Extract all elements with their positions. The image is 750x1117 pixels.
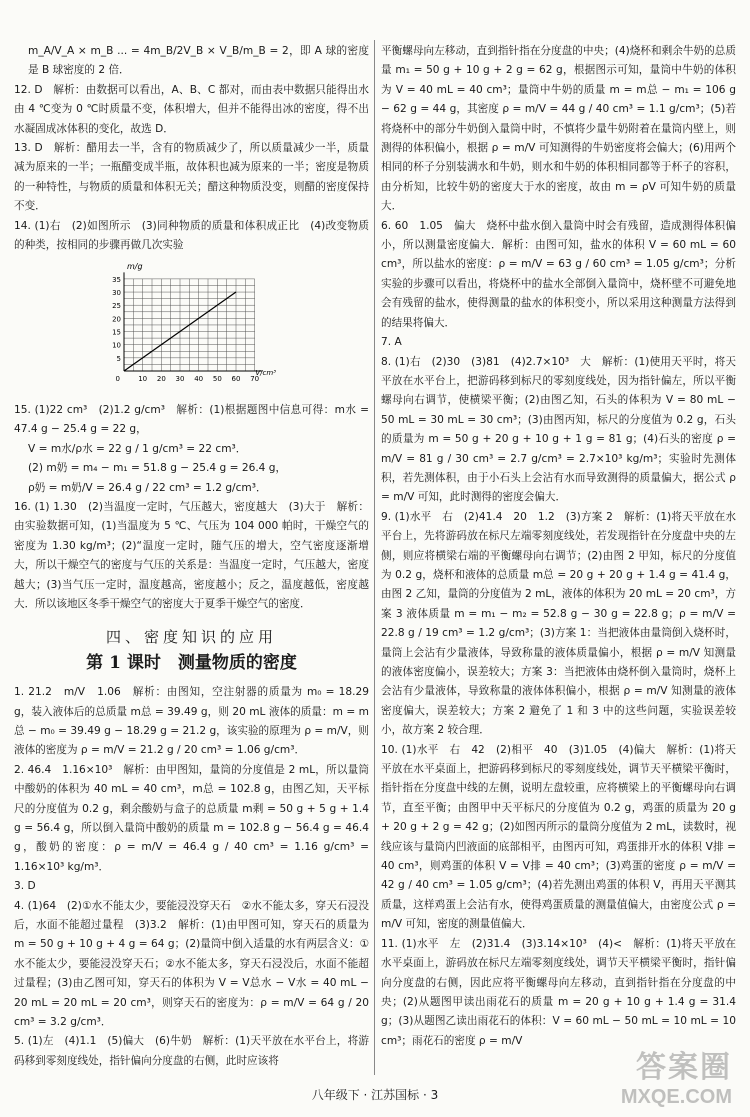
section-title: 四、密度知识的应用 <box>105 628 277 647</box>
answer-paragraph: 13. D 解析：醋用去一半，含有的物质减少了，所以质量减少一半，质量减为原来的一半；一瓶醋变成半瓶，故体积也减为原来的一半；密度是物质的一种特性，与物质的质量和体积无关；醋这种物质没变，则醋的密度保持不变． <box>14 142 369 213</box>
left-column <box>14 42 369 1071</box>
y-tick-label: 10 <box>112 342 121 351</box>
lesson-title: 第 1 课时 测量物质的密度 <box>86 652 297 673</box>
answer-paragraph: 1. 21.2 m/V 1.06 解析：由图知，空注射器的质量为 m₀ = 18.29 g，装入液体后的总质量 m总 = 39.49 g，则 20 mL 液体的质量：m = m总 − m₀ = 39.49 g − 18.29 g = 21.2 g，该实验的原理为 ρ = m/V，则液体的密度为 ρ = m/V = 21.2 g / 20 cm³ = 1.06 g/cm³． <box>14 686 369 757</box>
answer-paragraph: 5. (1)左 (4)1.1 (5)偏大 (6)牛奶 解析：(1)天平放在水平台上，将游码移到零刻度线处，指针偏向分度盘的右侧，此时应该将 <box>14 1035 369 1067</box>
right-column <box>381 42 736 1051</box>
answer-paragraph: 6. 60 1.05 偏大 烧杯中盐水倒入量筒中时会有残留，造成测得体积偏小，所以测量密度偏大．解析：由图可知，盐水的体积 V = 60 mL = 60 cm³，所以盐水的密度：ρ = m/V = 63 g / 60 cm³ = 1.05 g/cm³；分析实验的步骤可以看出，将烧杯中的盐水全部倒入量筒中，烧杯壁不可避免地会有残留的盐水，使得测量的盐水的体积变小，所以采用这种测量方法得到的结果将偏大． <box>381 219 736 329</box>
answer-paragraph: 4. (1)64 (2)①水不能太少，要能浸没穿天石 ②水不能太多，穿天石浸没后，水面不能超过量程 (3)3.2 解析：(1)由甲图可知，穿天石的质量为 m = 50 g + 10 g + 4 g = 64 g；(2)量筒中倒入适量的水有两层含义：①水不能太少，要能浸没穿天石；②水不能太多，穿天石浸没后，水面不能超过量程；(3)由乙图可知，穿天石的体积为 V = V总水 − V水 = 40 mL − 20 mL = 20 mL = 20 cm³，则穿天石的密度为：ρ = m/V = 64 g / 20 cm³ = 3.2 g/cm³． <box>14 899 369 1029</box>
origin-label: 0 <box>115 375 120 384</box>
watermark-line-1: 答案圈 <box>636 1051 732 1084</box>
y-tick-label: 25 <box>112 302 121 311</box>
y-tick-label: 30 <box>112 289 121 298</box>
x-tick-label: 70 <box>250 375 260 384</box>
column-divider <box>374 40 375 1075</box>
x-tick-label: 60 <box>231 375 241 384</box>
answer-paragraph: 16. (1) 1.30 (2)当温度一定时，气压越大，密度越大 (3)大于 解析：由实验数据可知，(1)当温度为 5 ℃、气压为 104 000 帕时，干燥空气的密度为 1.30 kg/m³；(2)“温度一定时，随气压的增大，空气密度逐渐增大，所以干燥空气的密度与气压的关系是：当温度一定时，气压越大，密度越大；(3)当气压一定时，温度越高，密度越小；反之，温度越低，密度越大．所以该地区冬季干燥空气的密度大于夏季干燥空气的密度． <box>14 500 369 610</box>
answer-paragraph: m_A/V_A × m_B ... = 4m_B/2V_B × V_B/m_B = 2，即 A 球的密度是 B 球密度的 2 倍． <box>28 45 369 77</box>
answer-paragraph: 12. D 解析：由数据可以看出，A、B、C 都对，而由表中数据只能得出水由 4 ℃变为 0 ℃时质量不变，体积增大，但并不能得出冰的密度，得不出水凝固成冰体积的变化，故选 D． <box>14 83 369 135</box>
y-tick-label: 20 <box>112 315 121 324</box>
answer-paragraph: 3. D <box>14 880 36 893</box>
mass-volume-chart <box>98 259 369 396</box>
x-tick-label: 50 <box>212 375 222 384</box>
answer-paragraph: 15. (1)22 cm³ (2)1.2 g/cm³ 解析：(1)根据题图中信息可得：m水 = 47.4 g − 25.4 g = 22 g， <box>14 403 369 436</box>
y-tick-label: 35 <box>112 276 121 285</box>
answer-paragraph: (2) m奶 = m₄ − m₁ = 51.8 g − 25.4 g = 26.4 g， <box>28 462 287 475</box>
x-axis-label: V/cm³ <box>255 369 276 378</box>
watermark-line-2: MXQE.COM <box>620 1086 732 1108</box>
answer-paragraph: 7. A <box>381 336 402 349</box>
x-tick-label: 40 <box>194 375 204 384</box>
chart-svg <box>98 259 278 389</box>
answer-paragraph: 11. (1)水平 左 (2)31.4 (3)3.14×10³ (4)< 解析：(1)将天平放在水平桌面上，游码放在标尺左端零刻度线处，调节天平横梁平衡时，指针偏向分度盘的右侧，因此应将平衡螺母向左移动，直到指针指在分度盘的中央；(2)从题图甲读出雨花石的质量 m = 20 g + 10 g + 1.4 g = 31.4 g；(3)从题图乙读出雨花石的体积：V = 60 mL − 50 mL = 10 mL = 10 cm³；雨花石的密度 ρ = m/V <box>381 937 736 1047</box>
answer-paragraph: ρ奶 = m奶/V = 26.4 g / 22 cm³ = 1.2 g/cm³． <box>28 481 267 494</box>
answer-paragraph: 9. (1)水平 右 (2)41.4 20 1.2 (3)方案 2 解析：(1)将天平放在水平台上，先将游码放在标尺左端零刻度线处，若发现指针在分度盘中央的左侧，则应将横梁右端的平衡螺母向右调节；(2)由图 2 甲知，标尺的分度值为 0.2 g，烧杯和液体的总质量 m总 = 20 g + 20 g + 1.4 g = 41.4 g，由图 2 乙知，量筒的分度值为 2 mL，液体的体积为 20 mL = 20 cm³，方案 3 液体质量 m = m₁ − m₂ = 52.8 g − 30 g = 22.8 g；ρ = m/V = 22.8 g / 19 cm³ = 1.2 g/cm³；(3)方案 1：当把液体由量筒倒入烧杯时，量筒上会沾有少量液体，导致称量的液体质量偏小，根据 ρ = m/V 知测量的液体密度偏小，误差较大；方案 3：当把液体由烧杯倒入量筒时，烧杯上会沾有少量液体，导致称量的液体体积偏小，根据 ρ = m/V 知测量的液体密度偏大，误差较大；方案 2 避免了 1 和 3 中的这些问题，实验误差较小，故方案 2 较合理． <box>381 510 736 737</box>
answer-paragraph: 14. (1)右 (2)如图所示 (3)同种物质的质量和体积成正比 (4)改变物质的种类，按相同的步骤再做几次实验 <box>14 219 369 252</box>
x-tick-label: 20 <box>156 375 166 384</box>
answer-paragraph: 2. 46.4 1.16×10³ 解析：由甲图知，量筒的分度值是 2 mL，所以量筒中酸奶的体积为 40 mL = 40 cm³，m总 = 102.8 g，由图乙知，天平标尺的分度值为 0.2 g，剩余酸奶与盒子的总质量 m剩 = 50 g + 5 g + 1.4 g = 56.4 g，所以倒入量筒中酸奶的质量 m = 102.8 g − 56.4 g = 46.4 g，酸奶的密度：ρ = m/V = 46.4 g / 40 cm³ = 1.16 g/cm³ = 1.16×10³ kg/m³． <box>14 763 369 873</box>
answer-paragraph: 8. (1)右 (2)30 (3)81 (4)2.7×10³ 大 解析：(1)使用天平时，将天平放在水平台上，把游码移到标尺的零刻度线处，因为指针偏左，所以平衡螺母向右调节，使横梁平衡；(2)由图乙知，石头的体积为 V = 80 mL − 50 mL = 30 mL = 30 cm³；(3)由图丙知，标尺的分度值为 0.2 g，石头的质量为 m = 50 g + 20 g + 10 g + 1 g = 81 g；(4)石头的密度 ρ = m/V = 81 g / 30 cm³ = 2.7 g/cm³ = 2.7×10³ kg/m³；实验时先测体积，若先测体积，由于小石头上会沾有水而导致测得的质量偏大，据公式 ρ = m/V 可知，此时测得的密度会偏大． <box>381 355 736 504</box>
y-tick-label: 15 <box>112 328 121 337</box>
y-tick-label: 5 <box>116 355 121 364</box>
page-footer: 八年级下 · 江苏国标 · 3 <box>311 1088 439 1102</box>
watermark-logo <box>621 1042 732 1109</box>
answer-paragraph: 平衡螺母向左移动，直到指针指在分度盘的中央；(4)烧杯和剩余牛奶的总质量 m₁ = 50 g + 10 g + 2 g = 62 g，根据图示可知，量筒中牛奶的体积为 V = 40 mL = 40 cm³；量筒中牛奶的质量 m = m总 − m₁ = 106 g − 62 g = 44 g，其密度 ρ = m/V = 44 g / 40 cm³ = 1.1 g/cm³；(5)若将烧杯中的部分牛奶倒入量筒中时，不慎将少量牛奶附着在量筒内壁上，则测得的体积偏小，根据 ρ = m/V 可知测得的牛奶密度将会偏大；(6)用两个相同的杯子分别装满水和牛奶，则水和牛奶的体积相同都等于杯子的容积，由分析知，比较牛奶的密度大于水的密度，故由 m = ρV 可知牛奶的质量大． <box>381 45 736 213</box>
answer-paragraph: V = m水/ρ水 = 22 g / 1 g/cm³ = 22 cm³． <box>28 442 247 455</box>
x-tick-label: 10 <box>138 375 148 384</box>
x-tick-label: 30 <box>175 375 185 384</box>
answer-paragraph: 10. (1)水平 右 42 (2)相平 40 (3)1.05 (4)偏大 解析：(1)将天平放在水平桌面上，把游码移到标尺的零刻度线处，调节天平横梁平衡时，指针指在分度盘中线的左侧，说明左盘较重，应将横梁上的平衡螺母向右调节，直至平衡；由图甲中天平标尺的分度值为 0.2 g，鸡蛋的质量为 20 g + 20 g + 2 g = 42 g；(2)如图丙所示的量筒分度值为 2 mL，读数时，视线应该与量筒内凹液面的底部相平，由图丙可知，鸡蛋排开水的体积 V排 = 40 cm³，则鸡蛋的体积 V = V排 = 40 cm³；(3)鸡蛋的密度 ρ = m/V = 42 g / 40 cm³ = 1.05 g/cm³；(4)若先测出鸡蛋的体积 V，再用天平测其质量，这样鸡蛋上会沾有水，使得鸡蛋质量的测量值偏大，由密度公式 ρ = m/V 可知，密度的测量值偏大． <box>381 743 736 931</box>
y-axis-label: m/g <box>127 262 143 272</box>
